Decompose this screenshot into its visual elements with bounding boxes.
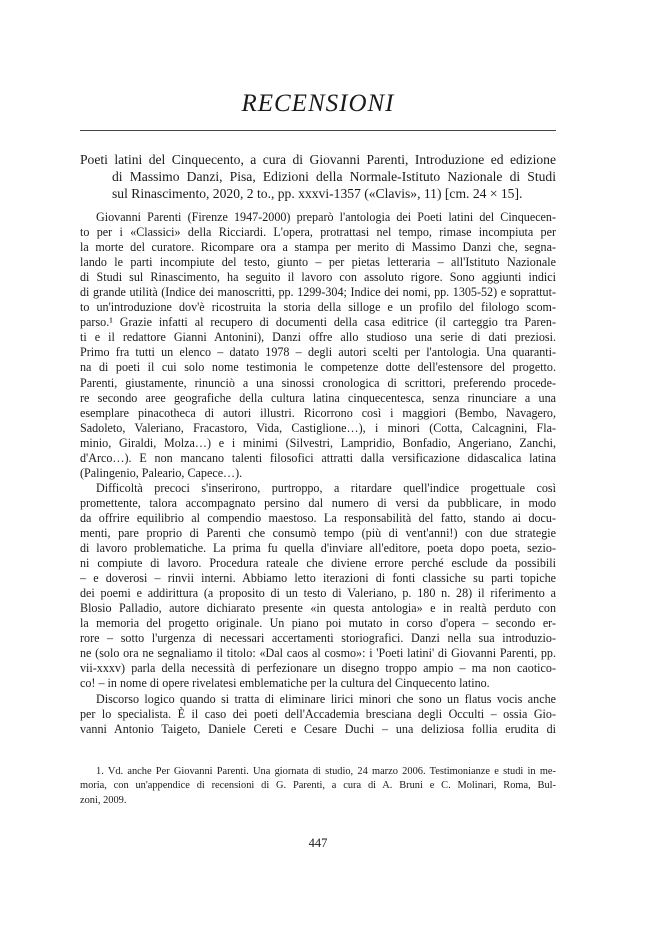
title-rule: [80, 130, 556, 131]
body-line: vanni Antonio Taigeto, Daniele Cereti e Cesare Duchi – una deliziosa follia erudita di: [80, 721, 556, 736]
biblio-line: Poeti latini del Cinquecento, a cura di Giovanni Parenti, Introduzione ed edizione: [80, 152, 556, 167]
review-body: [80, 210, 556, 737]
body-line: promettente, talora accompagnato persino dal numero di versi da pubblicare, in modo: [80, 495, 556, 510]
section-title: RECENSIONI: [241, 90, 395, 117]
body-line: ne (solo ora ne segnaliamo il titolo: «Dal caos al cosmo»: i 'Poeti latini' di Giovanni Parenti, pp.: [80, 646, 556, 661]
body-line: la morte del curatore. Ricompare ora a stampa per merito di Massimo Danzi che, segna-: [80, 240, 556, 255]
body-line: Giovanni Parenti (Firenze 1947-2000) preparò l'antologia dei Poeti latini del Cinquecen-: [96, 210, 556, 224]
body-line: esemplare pinacotheca di autori illustri. Ricorrono così i maggiori (Bembo, Navagero,: [80, 405, 556, 420]
body-line: di Studi sul Rinascimento, ha seguito il lavoro con assoluto rigore. Sono aggiunti indici: [80, 270, 556, 285]
body-line: minio, Giraldi, Molza…) e i minimi (Silvestri, Lampridio, Bonfadio, Angeriano, Zanchi,: [80, 435, 556, 450]
body-line: ni compiute di lavoro. Procedura rateale che diviene errore perché esclude da possibili: [80, 556, 556, 571]
body-line: Primo fra tutti un elenco – datato 1978 – degli autori scelti per l'antologia. Una quaranti-: [80, 345, 556, 360]
body-line: Sadoleto, Valeriano, Fracastoro, Vida, Castiglione…), i minori (Cotta, Calcagnini, Fla-: [80, 420, 556, 435]
footnote-line: 1. Vd. anche Per Giovanni Parenti. Una giornata di studio, 24 marzo 2006. Testimonianze e studi in me-: [96, 766, 556, 777]
body-line: di grande utilità (Indice dei manoscritti, pp. 1299-304; Indice dei nomi, pp. 1305-52) e soprattut-: [80, 285, 556, 300]
body-line: da offrire equilibrio al compendio maestoso. La responsabilità del fatto, stando ai docu-: [80, 510, 556, 525]
body-line: vii-xxxv) parla della necessità di perfezionare un disegno troppo ampio – ma non caotico-: [80, 661, 556, 676]
body-line: dei poemi e addirittura (a proposito di un testo di Valeriano, p. 180 n. 28) il riferimento a: [80, 586, 556, 601]
body-line: Parenti, giustamente, rinunciò a una sinossi cronologica di scrittori, preferendo procede-: [80, 375, 556, 390]
body-line: lando le parti incompiute del testo, giunto – per pietas letteraria – all'Istituto Nazionale: [80, 255, 556, 270]
body-line: re secondo aree geografiche della cultura latina cinquecentesca, senza rinunciare a una: [80, 390, 556, 405]
body-line: ti e il redattore Gianni Antonini), Danzi offre allo studioso una serie di dati preziosi.: [80, 330, 556, 345]
footnote-line: moria, con un'appendice di recensioni di G. Parenti, a cura di A. Bruni e C. Molinari, Roma, Bul-: [80, 780, 556, 792]
body-line: d'Arco…). E non mancano talenti filosofici attratti dalla versificazione didascalica latina: [80, 450, 556, 465]
body-line: la memoria del progetto originale. Un piano poi mutato in corso d'opera – secondo er-: [80, 616, 556, 631]
body-line: Blosio Palladio, autore dichiarato presente «in questa antologia» e in realtà perduto con: [80, 601, 556, 616]
body-line: rore – sotto l'urgenza di necessari accertamenti storiografici. Danzi nella sua introduzio-: [80, 631, 556, 646]
footnote-line: zoni, 2009.: [80, 794, 127, 806]
body-line: na di poeti il cui solo nome testimonia le competenze dotte dell'estensore del progetto.: [80, 360, 556, 375]
body-line: – e doverosi – rinvii interni. Abbiamo letto iterazioni di fonti classiche su parti topiche: [80, 571, 556, 586]
body-line: to per i «Classici» della Ricciardi. L'opera, protrattasi nel tempo, rimase incompiuta per: [80, 225, 556, 240]
body-line: per lo specialista. È il caso dei poeti dell'Accademia bresciana degli Occulti – ossia Gio-: [80, 706, 556, 721]
bibliographic-entry: [80, 151, 556, 202]
body-line: Discorso logico quando si tratta di eliminare lirici minori che sono un flatus vocis anche: [96, 691, 556, 706]
body-line: to un'introduzione dov'è ricostruita la storia della silloge e un profilo del filologo scom-: [80, 300, 556, 315]
body-line: Difficoltà precoci s'inserirono, purtroppo, a ritardare quell'indice progettuale così: [96, 480, 556, 495]
page-number: 447: [308, 836, 328, 850]
body-line: di lavoro problematiche. La prima fu quella d'inviare all'editore, poeta dopo poeta, sezio-: [80, 541, 556, 556]
biblio-line: di Massimo Danzi, Pisa, Edizioni della Normale-Istituto Nazionale di Studi: [112, 169, 556, 185]
body-line: (Palingenio, Paleario, Capece…).: [80, 465, 243, 480]
body-line: co! – in nome di opere rivelatesi emblematiche per la cultura del Cinquecento latino.: [80, 676, 490, 691]
footnote: [80, 765, 556, 808]
biblio-line: sul Rinascimento, 2020, 2 to., pp. xxxvi-1357 («Clavis», 11) [cm. 24 × 15].: [112, 186, 523, 202]
body-line: parso.¹ Grazie infatti al recupero di documenti della casa editrice (il carteggio tra Paren-: [80, 315, 556, 330]
body-line: menti, pare proprio di Parenti che consumò tempo (più di vent'anni!) con due strategie: [80, 525, 556, 540]
